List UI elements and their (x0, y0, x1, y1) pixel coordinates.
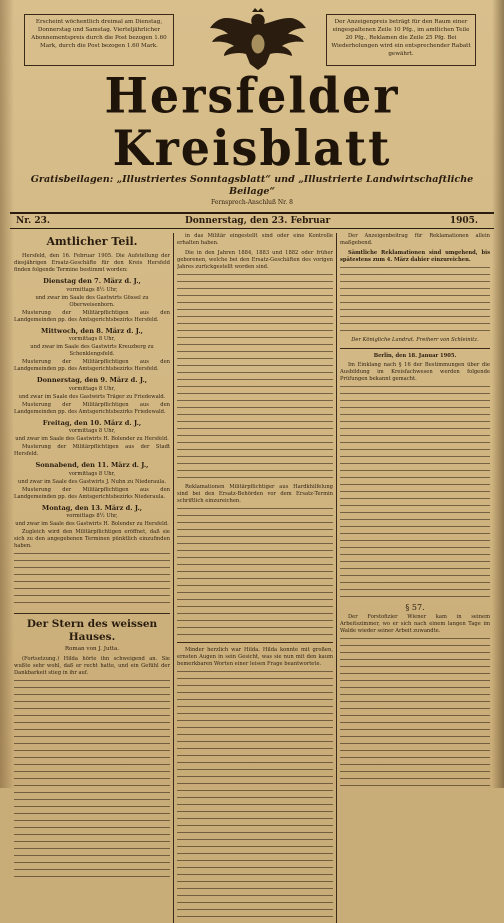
notice-closing: Zugleich wird den Militärpflichtigen eröffnet, daß sie sich zu den angegebenen Terminen pünktlich einzufinden haben. (14, 529, 170, 549)
column-rule (336, 233, 337, 923)
date-entry: Donnerstag, den 9. März d. J., (36, 376, 148, 384)
serial-text: Minder herzlich war Hilda. Hilda konnte mit großen, ernsten Augen in sein Gesicht, was sie nun mit den kaum bemerkbaren Worten einer leisen Frage beantwortete. (177, 647, 333, 667)
subscription-notice: Erscheint wöchentlich dreimal am Dienstag, Donnerstag und Samstag. Vierteljährlicher Abonnementspreis durch die Post bezogen 1.60 Mark, durch die Post bezogen 1.60 Mark. (24, 14, 174, 66)
text-block (340, 638, 490, 788)
time-entry: vormittags 8½ Uhr, (66, 286, 118, 293)
entry-description: Musterung der Militärpflichtigen aus den Landgemeinden pp. des Amtsgerichtsbezirks Niederaula. (14, 486, 170, 500)
column-1 (14, 233, 170, 923)
notice-text: Der Anzeigenbeitrag für Reklamationen allein maßgebend. (340, 233, 490, 246)
text-block (177, 274, 333, 484)
notice-text: Reklamationen Militärpflichtiger aus Hardkhilfelung sind bei den Ersatz-Behörden vor dem Ersatz-Termin schriftlich einzureichen. (177, 484, 333, 504)
date-entry: Mittwoch, den 8. März d. J., (41, 326, 143, 335)
advertising-rates-notice: Der Anzeigenpreis beträgt für den Raum einer eingespaltenen Zeile 10 Pfg., im amtlichen Teile 20 Pfg., Reklamen die Zeile 25 Pfg. Bei Wiederholungen wird ein entsprechender Rabatt gewährt. (326, 14, 476, 66)
date-entry: Dienstag den 7. März d. J., (43, 277, 141, 285)
place-entry: und zwar im Saale des Gastwirts J. Nuhn zu Niederaula. (18, 478, 166, 485)
entry-description: Musterung der Militärpflichtigen aus den Landgemeinden pp. des Amtsgerichtsbezirks Hersfeld. (14, 359, 170, 372)
issue-number: Nr. 23. (16, 216, 51, 226)
column-3 (340, 233, 490, 923)
serial-title: Der Stern des weissen Hauses. (26, 618, 158, 643)
date-entry: Freitag, den 10. März d. J., (42, 418, 142, 427)
column-rule (173, 233, 174, 923)
notice-text: Die in den Jahren 1884, 1883 und 1882 oder früher geborenen, welche bei den Ersatz-Geschäften des vorigen Jahres zurückgestellt worden sind. (177, 250, 333, 270)
entry-description: Musterung der Militärpflichtigen aus der Stadt Hersfeld. (14, 444, 170, 457)
serial-text: Der Forstofizier Wiener kam in seinem Arbeitszimmer, wo er sich nach einem langen Tage im Walde wieder seiner Arbeit zuwandte. (340, 614, 490, 634)
section-heading: Amtlicher Teil. (46, 235, 138, 248)
date-entry: Montag, den 13. März d. J., (41, 503, 143, 512)
section-mark: § 57. (405, 603, 425, 612)
place-entry: und zwar im Saale des Gastwirts H. Bolender zu Hersfeld. (15, 521, 169, 527)
text-block (177, 671, 333, 921)
entry-description: Musterung der Militärpflichtigen aus den Landgemeinden pp. des Amtsgerichtsbezirks Friedewald. (14, 401, 170, 415)
issue-year: 1905. (449, 216, 478, 226)
notice-text: Im Einklang nach § 16 der Bestimmungen über die Ausbildung im Kreisfachwesen werden folgende Prüfungen bekannt gemacht. (340, 362, 490, 382)
eagle-icon (206, 8, 310, 72)
column-2 (177, 233, 333, 923)
serial-byline: Roman von J. Jutta. (64, 646, 120, 652)
place-entry: und zwar im Saale des Gastwirts Träger zu Friedewald. (18, 393, 166, 400)
newspaper-title: Hersfelder Kreisblatt (104, 67, 400, 177)
supplements-line: Gratisbeilagen: „Illustriertes Sonntagsblatt“ und „Illustrierte Landwirtschaftliche Beilage“ (30, 174, 474, 197)
text-block (177, 508, 333, 638)
text-block (14, 553, 170, 609)
text-block (340, 267, 490, 337)
time-entry: vormittags 8 Uhr, (68, 336, 116, 342)
page-shadow (0, 0, 14, 788)
signature: Der Königliche Landrat. Freiherr von Schleinitz. (351, 337, 479, 343)
text-block (340, 386, 490, 601)
notice-bold-text: Sämtliche Reklamationen sind umgehend, bis spätestens zum 4. März dahier einzureichen. (340, 250, 490, 263)
phone-line: Fernsprech-Anschluß Nr. 8 (211, 199, 293, 206)
time-entry: vormittags 8½ Uhr, (66, 513, 118, 519)
separator (340, 348, 490, 349)
serial-text: (Fortsetzung.) Hilda hörte ihn schweigend an. Sie wußte sehr wohl, daß er recht hatte, und ein Gefühl der Dankbarkeit stieg in ihr auf. (14, 656, 170, 676)
notice-intro: Hersfeld, den 16. Februar 1905. Die Aufstellung der diesjährigen Ersatz-Geschäfte für den Kreis Hersfeld finden folgende Termine bestimmt worden: (14, 253, 170, 273)
dated-notice-heading: Berlin, den 18. Januar 1905. (373, 353, 457, 359)
issue-date: Donnerstag, den 23. Februar (185, 216, 331, 226)
masthead (10, 6, 494, 72)
place-entry: und zwar im Saale des Gastwirts Kreuzberg zu Schenklengsfeld. (30, 344, 154, 357)
separator (14, 613, 170, 614)
notice-text: in das Militär eingestellt sind oder eine Kontrolle erhalten haben. (177, 233, 333, 246)
time-entry: vormittags 8 Uhr, (68, 470, 116, 477)
entry-description: Musterung der Militärpflichtigen aus den Landgemeinden pp. des Amtsgerichtsbezirks Hersfeld. (14, 309, 170, 323)
text-block (14, 680, 170, 880)
place-entry: und zwar im Saale des Gastwirts Gössel zu Oberweisenborn. (35, 294, 149, 308)
columns (10, 233, 494, 923)
time-entry: vormittags 8 Uhr, (68, 428, 116, 434)
dateline (10, 212, 494, 229)
date-entry: Sonnabend, den 11. März d. J., (35, 461, 149, 469)
time-entry: vormittags 8 Uhr, (68, 385, 116, 392)
page-shadow (492, 0, 504, 788)
separator (177, 642, 333, 643)
place-entry: und zwar im Saale des Gastwirts H. Bolender zu Hersfeld. (15, 436, 169, 442)
